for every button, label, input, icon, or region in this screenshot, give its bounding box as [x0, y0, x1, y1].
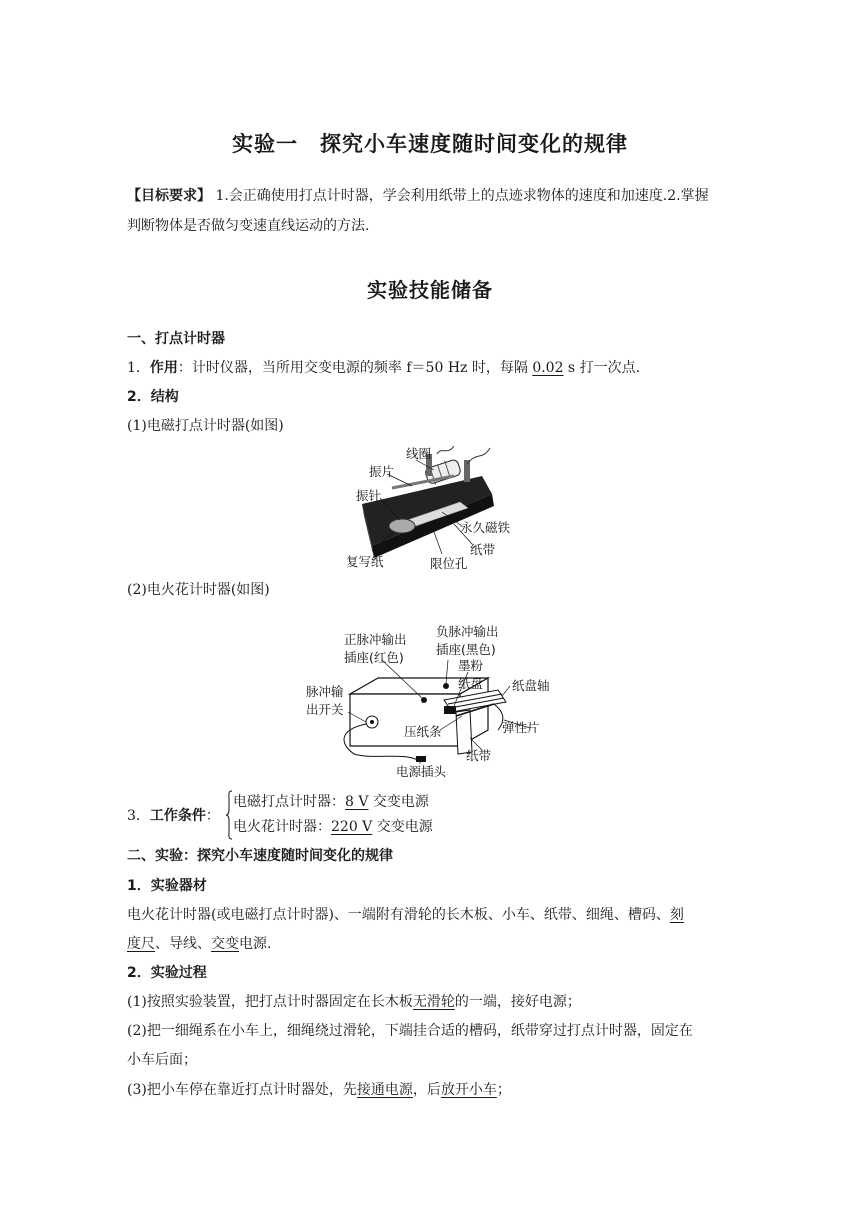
label-carbon-paper: 复写纸 — [346, 554, 384, 569]
label-negative-socket: 插座(黑色) — [436, 642, 496, 657]
label-pulse-switch-1: 脉冲输 — [306, 684, 344, 699]
item3-label: 工作条件 — [149, 808, 206, 824]
spark-timer-figure — [298, 620, 554, 780]
label-positive-socket: 插座(红色) — [344, 650, 404, 665]
cond1-blank: 8 V — [345, 794, 369, 810]
label-permanent-magnet: 永久磁铁 — [460, 520, 511, 535]
step3-blank-2: 放开小车 — [440, 1082, 497, 1098]
item1-number: 1． — [127, 360, 150, 376]
label-paper-tape: 纸带 — [470, 542, 496, 557]
part2-heading: 二、实验：探究小车速度随时间变化的规律 — [127, 848, 393, 864]
label-paper-disc: 纸盘 — [458, 676, 484, 691]
step-2-line-1: (2)把一细绳系在小车上，细绳绕过滑轮，下端挂合适的槽码，纸带穿过打点计时器，固定在 — [127, 1023, 693, 1039]
label-disc-axle: 纸盘轴 — [512, 678, 550, 693]
item3-number: 3． — [127, 808, 150, 824]
part1-heading: 一、打点计时器 — [127, 331, 225, 347]
item3-label-wrap — [127, 805, 220, 825]
part1-sub2: (2)电火花计时器(如图) — [127, 582, 270, 598]
label-power-plug: 电源插头 — [396, 764, 447, 779]
label-vibrating-needle: 振针 — [356, 488, 382, 503]
label-elastic-piece: 弹性片 — [502, 720, 540, 735]
part2-item1: 1．实验器材 — [127, 878, 207, 894]
step-3: (3)把小车停在靠近打点计时器处，先接通电源，后放开小车； — [127, 1082, 511, 1098]
cond2-blank: 220 V — [331, 819, 373, 835]
label-limit-hole: 限位孔 — [430, 556, 468, 571]
ink-disc — [444, 706, 456, 714]
item1-label: 作用 — [149, 360, 178, 376]
step1-blank: 无滑轮 — [412, 994, 455, 1010]
section-title: 实验技能储备 — [367, 278, 493, 302]
label-pulse-switch-2: 出开关 — [306, 702, 344, 717]
goal-label: 【目标要求】 — [127, 188, 211, 204]
part1-item2: 2．结构 — [127, 389, 179, 405]
goal-line-2: 判断物体是否做匀变速直线运动的方法. — [127, 218, 370, 234]
brace-symbol — [225, 790, 233, 840]
label-ink-powder: 墨粉 — [458, 658, 484, 673]
label-positive-output: 正脉冲输出 — [344, 632, 407, 647]
page-title: 实验一 探究小车速度随时间变化的规律 — [232, 132, 628, 156]
goal-text-1: 1.会正确使用打点计时器，学会利用纸带上的点迹求物体的速度和加速度.2.掌握 — [215, 188, 709, 204]
part1-item1 — [127, 358, 640, 378]
condition-electromagnetic: 电磁打点计时器：8 V 交变电源 — [233, 794, 429, 810]
item3-colon: ： — [205, 808, 220, 824]
carbon-paper-disc — [389, 519, 415, 533]
label-pressing-strip: 压纸条 — [404, 724, 442, 739]
part2-item2: 2．实验过程 — [127, 965, 207, 981]
equipment-line-2: 度尺、导线、交变电源. — [127, 936, 272, 952]
label-coil: 线圈 — [406, 446, 432, 461]
step-1: (1)按照实验装置，把打点计时器固定在长木板无滑轮的一端，接好电源； — [127, 994, 581, 1010]
power-plug — [416, 756, 426, 762]
electromagnetic-timer-figure — [342, 446, 532, 574]
label-negative-output: 负脉冲输出 — [436, 624, 499, 639]
label-paper-tape: 纸带 — [466, 748, 492, 763]
item1-text-end: s 打一次点. — [563, 360, 641, 376]
equip-blank-2: 度尺 — [127, 936, 155, 952]
condition-spark: 电火花计时器：220 V 交变电源 — [233, 819, 433, 835]
equipment-line-1: 电火花计时器(或电磁打点计时器)、一端附有滑轮的长木板、小车、纸带、细绳、槽码、刻 — [127, 907, 684, 923]
item1-text: ：计时仪器，当所用交变电源的频率 f＝50 Hz 时，每隔 — [177, 360, 533, 376]
condition-lines — [233, 790, 433, 840]
label-vibrating-plate: 振片 — [369, 464, 395, 479]
step-2-line-2: 小车后面； — [127, 1052, 197, 1068]
goal-line-1 — [127, 186, 709, 206]
item1-blank: 0.02 — [532, 360, 564, 376]
equip-blank-1: 刻 — [669, 907, 684, 923]
part1-sub1: (1)电磁打点计时器(如图) — [127, 418, 284, 434]
equip-blank-3: 交变 — [211, 936, 239, 952]
step3-blank-1: 接通电源 — [356, 1082, 413, 1098]
